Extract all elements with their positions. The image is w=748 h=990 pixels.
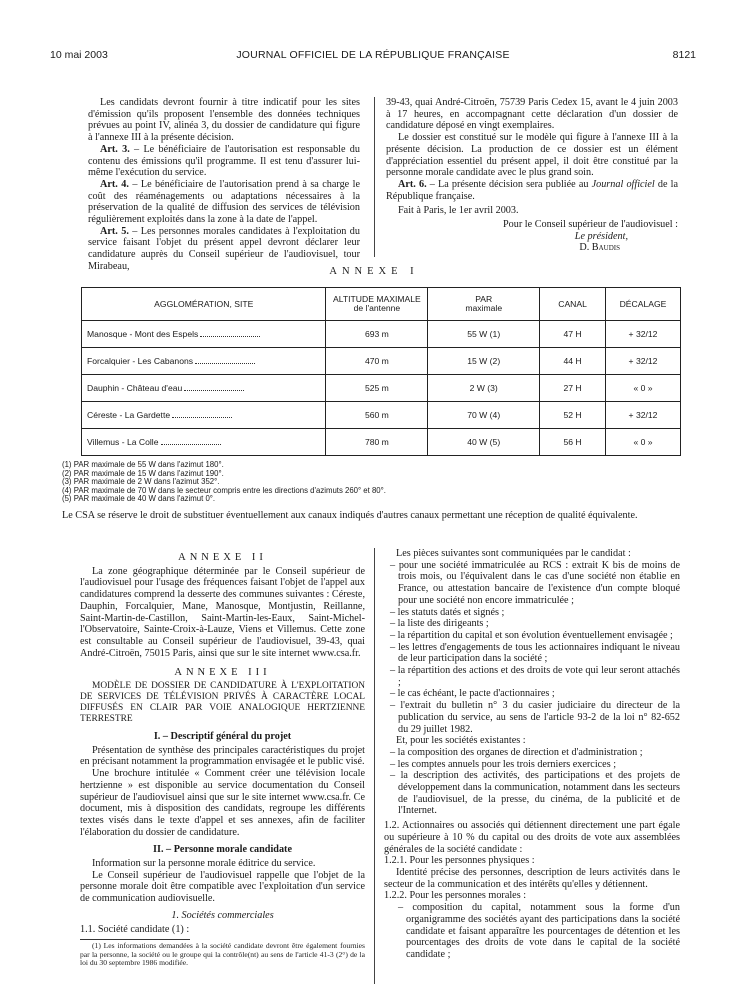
- column-header-altitude-sub: de l'antenne: [353, 303, 401, 313]
- article-6: [386, 179, 678, 202]
- cell-decalage: « 0 »: [606, 429, 681, 456]
- bottom-left-column: [80, 548, 365, 968]
- subsection-1-title-text: 1. Sociétés commerciales: [171, 909, 274, 921]
- pieces-intro: Les pièces suivantes sont communiquées par le candidat :: [396, 548, 631, 559]
- header-title: JOURNAL OFFICIEL DE LA RÉPUBLIQUE FRANÇAISE: [236, 49, 510, 61]
- cell-site-text: Céreste - La Gardette: [87, 410, 171, 420]
- table-row: [82, 402, 681, 429]
- paragraph-technical-data: Les candidats devront fournir à titre indicatif pour les sites d'émission qu'ils proposent l'ensemble des données techniques prévues au point IV, alinéa 3, du dossier de candidature qui figure à l'annexe III à la présente décision.: [88, 97, 360, 144]
- cell-altitude: 780 m: [326, 429, 428, 456]
- table-note: (3) PAR maximale de 2 W dans l'azimut 352°.: [62, 477, 220, 487]
- list-item: – l'extrait du bulletin n° 3 du casier judiciaire du directeur de la publication du service, au sens de l'article 93-2 de la loi n° 82-652 du 29 juillet 1982.: [390, 700, 680, 735]
- existing-companies-intro: Et, pour les sociétés existantes :: [396, 735, 526, 747]
- section-1-title: [80, 731, 365, 743]
- annexe-2-title: ANNEXE II: [178, 552, 267, 563]
- subsection-1-2-1: 1.2.1. Pour les personnes physiques :: [384, 855, 535, 867]
- section-2-paragraph-2: Le Conseil supérieur de l'audiovisuel rappelle que l'objet de la personne morale doit être compatible avec l'exploitation d'un service de communication audiovisuelle.: [80, 869, 365, 905]
- cell-site: [82, 321, 326, 348]
- article-4-label: Art. 4.: [100, 178, 129, 190]
- footnote: (1) Les informations demandées à la société candidate devront être également fournies par la personne, la société ou le groupe qui la contrôle(nt) au sens de l'article 41-3 (2°) de la loi du 30 septembre 1986 modifiée.: [80, 941, 365, 968]
- csa-reservation-note: Le CSA se réserve le droit de substituer éventuellement aux canaux indiqués d'autres canaux permettant une réception de qualité équivalente.: [62, 510, 638, 521]
- article-3-label: Art. 3.: [100, 143, 130, 155]
- list-item: – la composition des organes de direction et d'administration ;: [390, 746, 643, 758]
- column-header-par-sub: maximale: [465, 303, 503, 313]
- article-4-text: – Le bénéficiaire de l'autorisation prend à sa charge le coût des réaménagements ou adaptations nécessaires à la préservation de la qualité de diffusion des services de télévision régulièrement exploités dans la zone à la date de l'appel.: [88, 178, 360, 226]
- column-header-site: AGGLOMÉRATION, SITE: [82, 288, 326, 321]
- cell-decalage: + 32/12: [606, 402, 681, 429]
- column-header-decalage: DÉCALAGE: [606, 288, 681, 321]
- article-3-text: – Le bénéficiaire de l'autorisation est responsable du contenu des émissions qu'il programme. Il est tenu d'assurer lui-même l'exécution du service.: [88, 143, 360, 179]
- column-header-canal: CANAL: [540, 288, 606, 321]
- cell-site: [82, 375, 326, 402]
- column-header-altitude-top: ALTITUDE MAXIMALE: [333, 294, 421, 304]
- column-divider-bottom: [374, 548, 375, 984]
- list-item: – le cas échéant, le pacte d'actionnaires ;: [390, 688, 555, 700]
- section-2-paragraph-1: Information sur la personne morale éditrice du service.: [92, 858, 316, 870]
- section-2-title: [80, 844, 365, 856]
- article-4: [88, 179, 360, 226]
- table-row: [82, 429, 681, 456]
- list-item: – les statuts datés et signés ;: [390, 606, 505, 618]
- cell-canal: 56 H: [540, 429, 606, 456]
- cell-site-text: Manosque - Mont des Espels: [87, 329, 199, 339]
- table-row: [82, 321, 681, 348]
- article-6-label: Art. 6.: [398, 178, 427, 190]
- paragraph-dossier: Le dossier est constitué sur le modèle qui figure à l'annexe III à la présente décision. La production de ce dossier est un élément d'appréciation essentiel du présent appel, il doit être constitué par la personne morale candidate avec le plus grand soin.: [386, 132, 678, 179]
- top-left-column: [88, 97, 360, 273]
- column-header-par: [428, 288, 540, 321]
- annexe-2-text: La zone géographique déterminée par le Conseil supérieur de l'audiovisuel pour l'usage des fréquences faisant l'objet de l'appel aux candidatures comprend la desserte des communes suivantes : Céreste, Dauphin, Forcalquier, Mane, Manosque, Montjustin, Reillanne, Saint-Martin-de-Castillon, Saint-Martin-les-Eaux, Saint-Michel-l'Observatoire, Sainte-Croix-à-Lauze, Viens et Villemus. Cette zone est consultable au Conseil supérieur de l'audiovisuel, 39-43, quai André-Citroën, 75015 Paris, ainsi que sur le site internet www.csa.fr.: [80, 565, 365, 659]
- date-signed: Fait à Paris, le 1er avril 2003.: [398, 205, 519, 217]
- paragraph-deadline: 39-43, quai André-Citroën, 75739 Paris Cedex 15, avant le 4 juin 2003 à 17 heures, en accompagnant cette déclaration d'un dossier de candidature déposé en vingt exemplaires.: [386, 97, 678, 132]
- cell-decalage: « 0 »: [606, 375, 681, 402]
- subsection-1-2-2: 1.2.2. Pour les personnes morales :: [384, 890, 527, 902]
- cell-canal: 44 H: [540, 348, 606, 375]
- cell-altitude: 470 m: [326, 348, 428, 375]
- subsection-1-2-2-text: – composition du capital, notamment sous la forme d'un organigramme des sociétés ayant des participations dans la société candidate et faisant apparaître les pourcentages de détention et les pourcentages des droits de vote dans le capital de la société candidate ;: [398, 902, 680, 960]
- cell-canal: 27 H: [540, 375, 606, 402]
- cell-site: [82, 402, 326, 429]
- table-note: (4) PAR maximale de 70 W dans le secteur compris entre les directions d'azimuts 260° et 80°.: [62, 485, 386, 495]
- bottom-right-column: [384, 548, 680, 961]
- cell-site: [82, 348, 326, 375]
- header-page-number: 8121: [672, 49, 696, 61]
- list-item: – pour une société immatriculée au RCS : extrait K bis de moins de trois mois, ou l'équivalent dans le cas d'une société non établie en France, ou attestation bancaire de l'existence d'un compte bloqué pour une société non encore immatriculée ;: [390, 559, 680, 606]
- article-3: [88, 144, 360, 179]
- header-date: 10 mai 2003: [50, 49, 108, 61]
- cell-site-text: Dauphin - Château d'eau: [87, 383, 183, 393]
- section-2-title-text: II. – Personne morale candidate: [153, 844, 292, 856]
- cell-par: 70 W (4): [428, 402, 540, 429]
- list-item: – les lettres d'engagements de tous les actionnaires indiquant le niveau de leur participation dans la société ;: [390, 641, 680, 665]
- article-6-journal: Journal officiel: [591, 178, 655, 190]
- section-1-paragraph-1: Présentation de synthèse des principales caractéristiques du projet en précisant notamment la programmation envisagée et le public visé.: [80, 744, 365, 768]
- article-5-text: – Les personnes morales candidates à l'exploitation du service faisant l'objet du présent appel devront déclarer leur candidature auprès du Conseil supérieur de l'audiovisuel, tour Mirabeau,: [88, 225, 360, 272]
- top-right-column: [386, 97, 678, 254]
- column-divider-top: [374, 97, 375, 257]
- signature-role-text: Le président,: [574, 230, 628, 242]
- model-title: MODÈLE DE DOSSIER DE CANDIDATURE À L'EXPLOITATION DE SERVICES DE TÉLÉVISION PRIVÉS À CARACTÈRE LOCAL DIFFUSÉS EN CLAIR PAR VOIE ANALOGIQUE HERTZIENNE TERRESTRE: [80, 681, 365, 725]
- table-note: (5) PAR maximale de 40 W dans l'azimut 0°.: [62, 494, 216, 504]
- cell-altitude: 525 m: [326, 375, 428, 402]
- signature-pour: Pour le Conseil supérieur de l'audiovisuel :: [503, 219, 678, 231]
- subsection-1-title: [80, 910, 365, 922]
- column-header-par-top: PAR: [475, 294, 493, 304]
- cell-site: [82, 429, 326, 456]
- annexe-1-table: [81, 287, 681, 456]
- cell-par: 40 W (5): [428, 429, 540, 456]
- table-header-row: [82, 288, 681, 321]
- cell-par: 55 W (1): [428, 321, 540, 348]
- table-row: [82, 375, 681, 402]
- article-5-label: Art. 5.: [100, 225, 129, 237]
- list-item: – la liste des dirigeants ;: [390, 618, 489, 630]
- section-1-title-text: I. – Descriptif général du projet: [153, 731, 292, 743]
- list-item: – la description des activités, des participations et des projets de développement dans la communication, notamment dans les secteurs de l'audiovisuel, de la presse, du cinéma, de la publicité et de l'Internet.: [390, 770, 680, 817]
- cell-decalage: + 32/12: [606, 348, 681, 375]
- list-item: – la répartition des actions et des droits de vote qui leur seront attachés ;: [390, 665, 680, 688]
- cell-site-text: Villemus - La Colle: [87, 437, 159, 447]
- cell-canal: 47 H: [540, 321, 606, 348]
- cell-canal: 52 H: [540, 402, 606, 429]
- subsection-1-1: 1.1. Société candidate (1) :: [80, 923, 190, 935]
- cell-altitude: 560 m: [326, 402, 428, 429]
- list-item: – la répartition du capital et son évolution éventuellement envisagée ;: [390, 629, 673, 641]
- cell-altitude: 693 m: [326, 321, 428, 348]
- table-row: [82, 348, 681, 375]
- cell-decalage: + 32/12: [606, 321, 681, 348]
- annexe-3-title: ANNEXE III: [174, 667, 271, 679]
- article-6-text-b: de la République française.: [386, 178, 679, 202]
- column-header-altitude: [326, 288, 428, 321]
- section-1-paragraph-2: Une brochure intitulée « Comment créer une télévision locale hertzienne » est disponible au service documentation du Conseil supérieur de l'audiovisuel ainsi que sur le site internet www.csa.fr. Ce document, mis à disposition des candidats, regroupe les différents textes visés dans le texte d'appel et ses annexes, afin de faciliter l'élaboration du dossier de candidature.: [80, 768, 365, 838]
- footnote-rule: [80, 939, 190, 940]
- signatory-name: D. Baudis: [579, 242, 620, 254]
- article-6-text-a: – La présente décision sera publiée au: [426, 178, 592, 190]
- subsection-1-2: 1.2. Actionnaires ou associés qui détiennent directement une part égale ou supérieure à 10 % du capital ou des droits de vote aux assemblées générales de la société candidate :: [384, 820, 680, 855]
- list-item: – les comptes annuels pour les trois derniers exercices ;: [390, 758, 617, 770]
- annexe-1-title: ANNEXE I: [329, 266, 419, 277]
- table-note: (2) PAR maximale de 15 W dans l'azimut 190°.: [62, 468, 224, 478]
- signature-role: [386, 231, 678, 243]
- cell-par: 15 W (2): [428, 348, 540, 375]
- table-notes: [62, 461, 702, 504]
- cell-par: 2 W (3): [428, 375, 540, 402]
- cell-site-text: Forcalquier - Les Cabanons: [87, 356, 194, 366]
- page-header: [50, 49, 696, 63]
- subsection-1-2-1-text: Identité précise des personnes, description de leurs activités dans le secteur de la communication et des intérêts qu'elles y détiennent.: [384, 866, 680, 890]
- table-note: (1) PAR maximale de 55 W dans l'azimut 180°.: [62, 460, 224, 469]
